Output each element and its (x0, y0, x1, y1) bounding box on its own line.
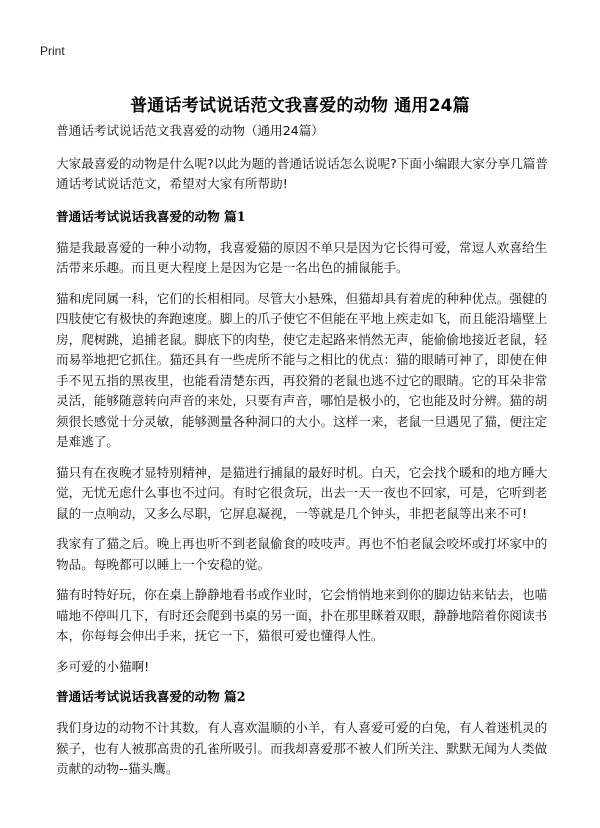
page-title: 普通话考试说话范文我喜爱的动物 通用24篇 (130, 96, 470, 117)
article-body (56, 121, 556, 790)
paragraph: 猫和虎同属一科，它们的长相相同。尽管大小悬殊，但猫却具有着虎的种种优点。强健的四肢使它有极快的奔跑速度。脚上的爪子使它不但能在平地上疾走如飞，而且能沿墙壁上房，爬树跳，追捕老鼠。脚底下的肉垫，使它走起路来悄然无声，能偷偷地接近老鼠，轻而易举地把它抓住。猫还具有一些虎所不能与之相比的优点：猫的眼睛可神了，即使在伸手不见五指的黑夜里，也能看清楚东西，再狡猾的老鼠也逃不过它的眼睛。它的耳朵非常灵活，能够随意转向声音的来处，只要有声音，哪怕是极小的，它也能及时分辨。猫的胡须很长感觉十分灵敏，能够测量各种洞口的大小。这样一来，老鼠一旦遇见了猫，便注定是难逃了。 (56, 290, 548, 449)
paragraph: 我们身边的动物不计其数，有人喜欢温顺的小羊，有人喜爱可爱的白兔，有人着迷机灵的猴子，也有人被那高贵的孔雀所吸引。而我却喜爱那不被人们所关注、默默无闻为人类做贡献的动物--猫头鹰。 (56, 720, 548, 776)
paragraph: 猫只有在夜晚才显特别精神，是猫进行捕鼠的最好时机。白天，它会找个暖和的地方睡大觉，无忧无虑什么事也不过问。有时它很贪玩，出去一天一夜也不回家，可是，它听到老鼠的一点响动，又多么尽职，它屏息凝视，一等就是几个钟头，非把老鼠等出来不可! (56, 464, 548, 521)
paragraph: 猫有时特好玩，你在桌上静静地看书或作业时，它会悄悄地来到你的脚边钻来钻去，也喵喵地不停叫几下，有时还会爬到书桌的另一面，扑在那里眯着双眼，静静地陪着你阅读书本，你每每会伸出手来，抚它一下，猫很可爱也懂得人性。 (56, 587, 548, 643)
print-link[interactable]: Print (40, 44, 65, 58)
article-intro: 大家最喜爱的动物是什么呢?以此为题的普通话说话怎么说呢?下面小编跟大家分享几篇普通话考试说话范文，希望对大家有所帮助! (56, 155, 548, 191)
paragraph: 多可爱的小猫啊! (56, 658, 150, 674)
paragraph: 我家有了猫之后。晚上再也听不到老鼠偷食的吱吱声。再也不怕老鼠会咬坏或打坏家中的物品。每晚都可以睡上一个安稳的觉。 (56, 536, 548, 572)
paragraph: 猫是我最喜爱的一种小动物，我喜爱猫的原因不单只是因为它长得可爱，常逗人欢喜给生活带来乐趣。而且更大程度上是因为它是一名出色的捕鼠能手。 (56, 239, 548, 275)
article-subtitle: 普通话考试说话范文我喜爱的动物（通用24篇） (56, 123, 324, 138)
section-heading: 普通话考试说话我喜爱的动物 篇2 (56, 689, 246, 704)
section-heading: 普通话考试说话我喜爱的动物 篇1 (56, 208, 246, 224)
